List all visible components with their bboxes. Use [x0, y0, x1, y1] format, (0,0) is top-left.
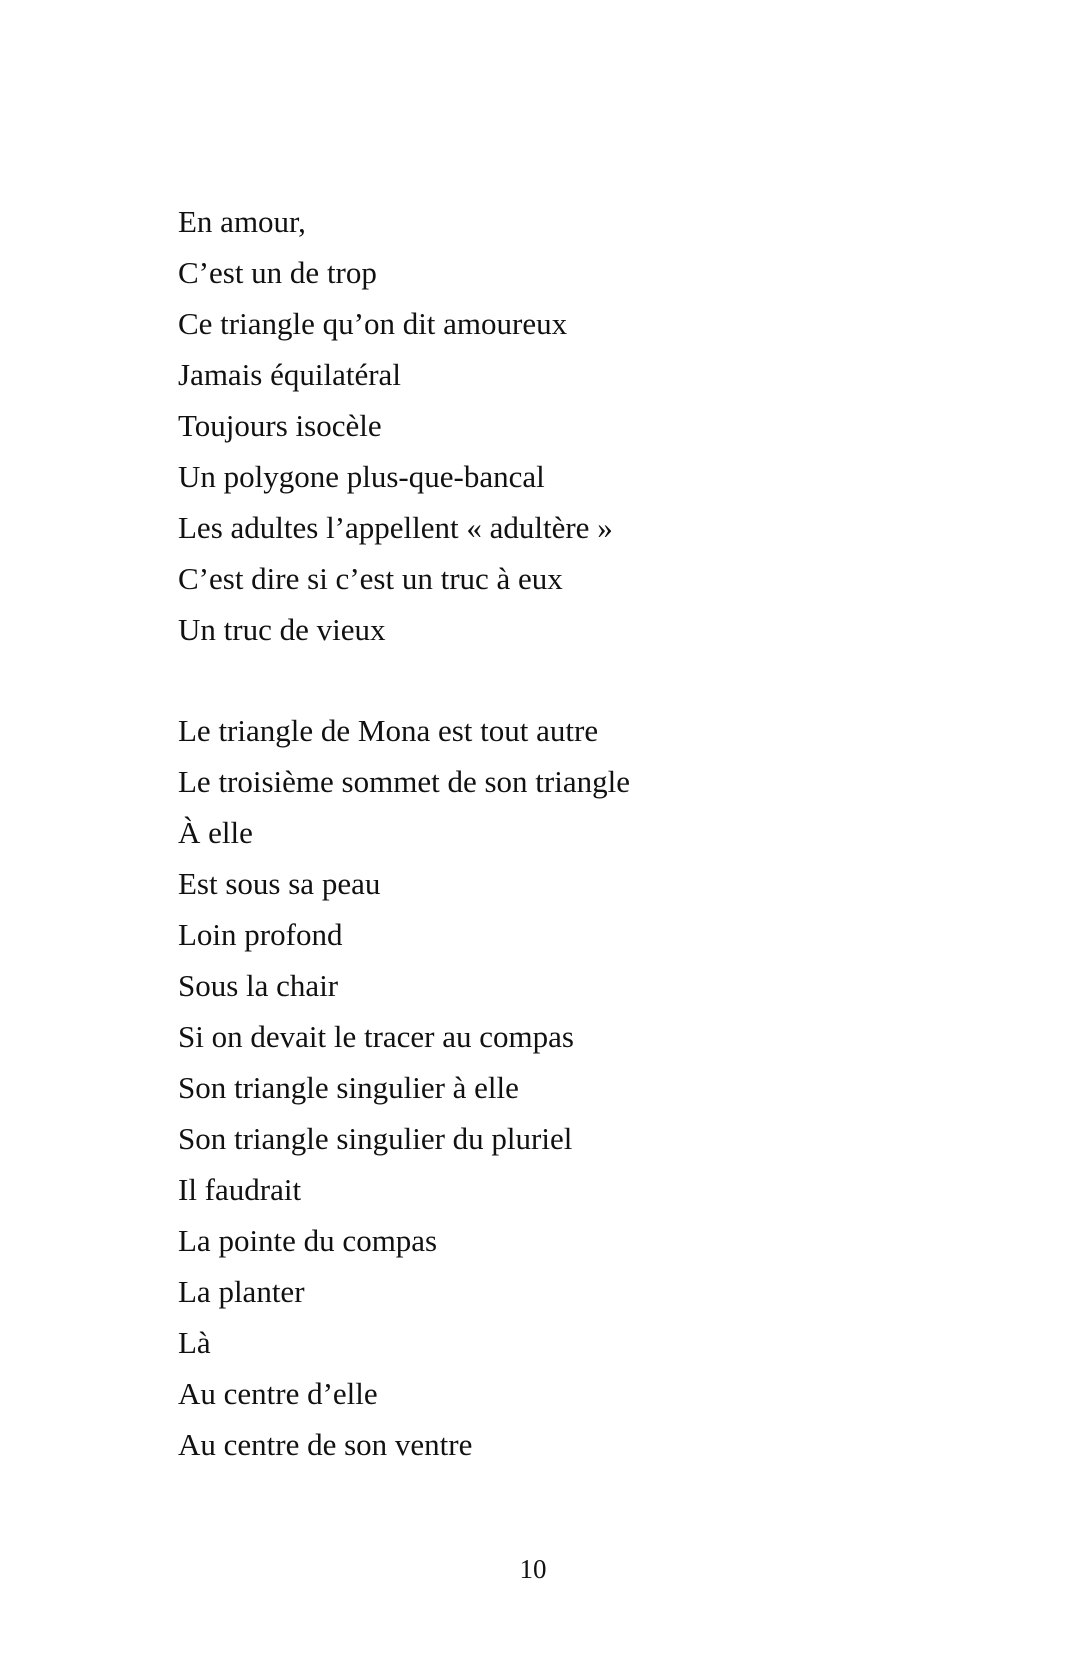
poem-line: La pointe du compas [178, 1223, 438, 1258]
poem-line: Toujours isocèle [178, 408, 382, 443]
poem-line: Son triangle singulier du pluriel [178, 1121, 573, 1156]
poem-line: Il faudrait [178, 1172, 302, 1207]
page-number: 10 [519, 1554, 547, 1584]
poem-line: Le triangle de Mona est tout autre [178, 713, 599, 748]
poem [178, 196, 978, 1470]
poem-line: Sous la chair [178, 968, 339, 1003]
stanza-2 [178, 705, 978, 1470]
poem-line: Au centre de son ventre [178, 1427, 473, 1462]
poem-line: C’est dire si c’est un truc à eux [178, 561, 563, 596]
poem-line: Est sous sa peau [178, 866, 381, 901]
poem-line: Là [178, 1325, 211, 1360]
poem-line: Au centre d’elle [178, 1376, 378, 1411]
poem-line: C’est un de trop [178, 255, 377, 290]
poem-line: Un polygone plus-que-bancal [178, 459, 545, 494]
poem-line: Loin profond [178, 917, 343, 952]
poem-line: Si on devait le tracer au compas [178, 1019, 574, 1054]
poem-line: À elle [178, 815, 253, 850]
poem-line: Son triangle singulier à elle [178, 1070, 519, 1105]
poem-line: En amour, [178, 204, 306, 239]
stanza-divider [178, 655, 978, 705]
poem-line: Les adultes l’appellent « adultère » [178, 510, 613, 545]
stanza-1 [178, 196, 978, 655]
poem-line: Un truc de vieux [178, 612, 386, 647]
poem-line: La planter [178, 1274, 305, 1309]
poem-line: Jamais équilatéral [178, 357, 401, 392]
poem-line: Le troisième sommet de son triangle [178, 764, 630, 799]
poem-line: Ce triangle qu’on dit amoureux [178, 306, 568, 341]
